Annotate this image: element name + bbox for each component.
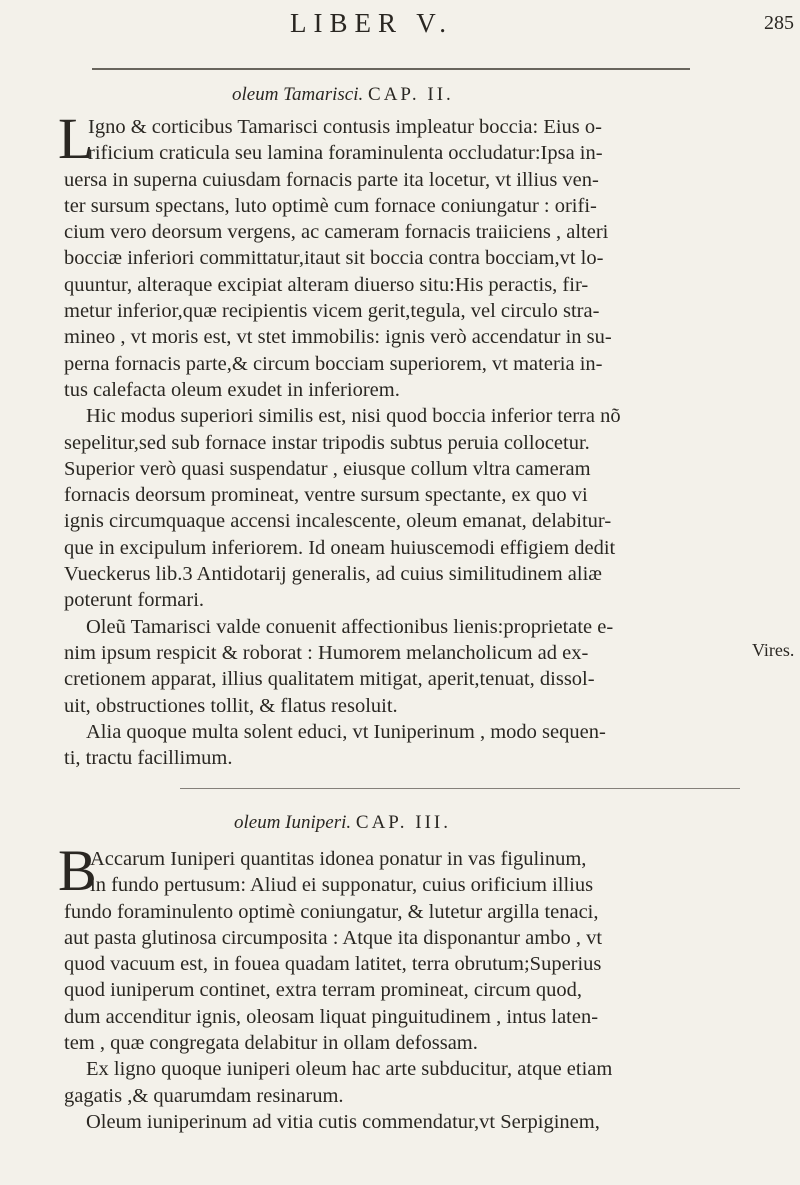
page-number: 285	[764, 12, 794, 34]
text-line: aut pasta glutinosa circumposita : Atque ita disponantur ambo , vt	[64, 926, 603, 949]
text-line: gagatis ,& quarumdam resinarum.	[64, 1084, 344, 1107]
margin-note-vires: Vires.	[752, 640, 795, 660]
text-line: in fundo pertusum: Aliud ei supponatur, cuius orificium illius	[90, 874, 594, 897]
chapter-2-body	[64, 114, 724, 771]
text-line: Ex ligno quoque iuniperi oleum hac arte subducitur, atque etiam	[86, 1058, 613, 1081]
text-line: Alia quoque multa solent educi, vt Iuniperinum , modo sequen-	[86, 720, 606, 743]
text-line: bocciæ inferiori committatur,itaut sit boccia contra bocciam,vt lo-	[64, 247, 604, 270]
text-line: metur inferior,quæ recipientis vicem gerit,tegula, vel circulo stra-	[64, 300, 600, 323]
text-line: quuntur, alteraque excipiat alteram diuerso situ:His peractis, fir-	[64, 273, 589, 296]
chapter-3-number: CAP. III.	[355, 812, 451, 833]
text-line: Igno & corticibus Tamarisci contusis impleatur boccia: Eius o-	[88, 116, 602, 138]
chapter-2-heading	[232, 84, 454, 106]
text-line: uersa in superna cuiusdam fornacis parte ita locetur, vt illius ven-	[64, 168, 599, 191]
chapter-3-dropcap: B	[58, 838, 97, 903]
running-title: LIBER V.	[290, 8, 454, 38]
chapter-2-title: oleum Tamarisci.	[232, 84, 364, 105]
text-line: nim ipsum respicit & roborat : Humorem melancholicum ad ex-	[64, 641, 589, 664]
text-line: mineo , vt moris est, vt stet immobilis: ignis verò accendatur in su-	[64, 326, 612, 349]
text-line: fornacis deorsum promineat, ventre sursum spectante, ex quo vi	[64, 484, 588, 507]
text-line: ignis circumquaque accensi incalescente, oleum emanat, delabitur-	[64, 510, 612, 533]
text-line: tus calefacta oleum exudet in inferiorem.	[64, 378, 400, 401]
text-line: quod vacuum est, in fouea quadam latitet, terra obrutum;Superius	[64, 953, 602, 976]
text-line: Accarum Iuniperi quantitas idonea ponatur in vas figulinum,	[90, 848, 587, 870]
text-line: poterunt formari.	[64, 589, 205, 612]
text-line: sepelitur,sed sub fornace instar tripodis subtus peruia collocetur.	[64, 431, 590, 454]
chapter-3-body	[64, 846, 724, 1135]
text-line: cium vero deorsum vergens, ac cameram fornacis traiiciens , alteri	[64, 221, 609, 244]
text-line: cretionem apparat, illius qualitatem mitigat, aperit,tenuat, dissol-	[64, 668, 595, 691]
header-rule	[92, 68, 690, 70]
text-line: tem , quæ congregata delabitur in ollam defossam.	[64, 1032, 478, 1055]
text-line: rificium craticula seu lamina foraminulenta occludatur:Ipsa in-	[88, 142, 603, 165]
text-line: dum accenditur ignis, oleosam liquat pinguitudinem , intus laten-	[64, 1005, 599, 1028]
chapter-3-title: oleum Iuniperi.	[234, 812, 352, 833]
section-rule	[180, 788, 740, 789]
text-line: que in excipulum inferiorem. Id oneam huiuscemodi effigiem dedit	[64, 536, 616, 559]
text-line: perna fornacis parte,& circum bocciam superiorem, vt materia in-	[64, 352, 603, 375]
text-line: ti, tractu facillimum.	[64, 747, 233, 770]
text-line: Superior verò quasi suspendatur , eiusque collum vltra cameram	[64, 457, 591, 480]
chapter-2-number: CAP. II.	[368, 84, 454, 105]
running-head	[0, 8, 800, 48]
chapter-2-dropcap: L	[58, 106, 94, 171]
text-line: ter sursum spectans, luto optimè cum fornace coniungatur : orifi-	[64, 194, 597, 217]
chapter-3-heading	[234, 812, 451, 834]
text-line: uit, obstructiones tollit, & flatus resoluit.	[64, 694, 398, 717]
text-line: Oleũ Tamarisci valde conuenit affectionibus lienis:proprietate e-	[86, 615, 614, 638]
text-line: quod iuniperum continet, extra terram promineat, circum quod,	[64, 979, 583, 1002]
text-line: fundo foraminulento optimè coniungatur, & lutetur argilla tenaci,	[64, 900, 599, 923]
text-line: Vueckerus lib.3 Antidotarij generalis, ad cuius similitudinem aliæ	[64, 563, 602, 586]
text-line: Oleum iuniperinum ad vitia cutis commendatur,vt Serpiginem,	[86, 1110, 600, 1133]
text-line: Hic modus superiori similis est, nisi quod boccia inferior terra nõ	[86, 405, 621, 428]
